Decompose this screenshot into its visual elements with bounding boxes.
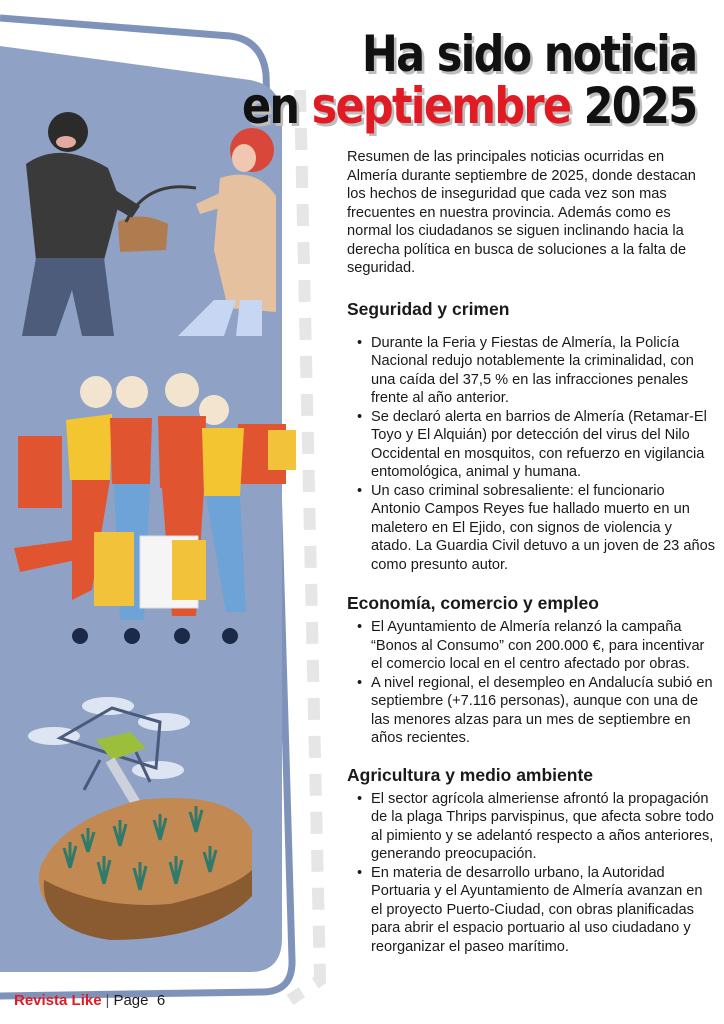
page-footer (14, 992, 165, 1009)
list-item: • A nivel regional, el desempleo en Andalucía subió en septiembre (+7.116 personas), aunque con una de las menores alzas para un mes de septiembre en años recientes. (347, 674, 715, 748)
title-highlight: septiembre (311, 77, 570, 135)
title-line-2 (241, 77, 696, 135)
section-heading-seguridad: Seguridad y crimen (347, 298, 510, 319)
title-line-2-suffix: 2025 (583, 77, 696, 135)
magazine-brand: Revista Like (14, 992, 102, 1009)
list-item: • Un caso criminal sobresaliente: el funcionario Antonio Campos Reyes fue hallado muerto en un maletero en El Ejido, con signos de violencia y atado. La Guardia Civil detuvo a un joven de 23 años como presunto autor. (347, 482, 715, 575)
list-item: • Se declaró alerta en barrios de Almería (Retamar-El Toyo y El Alquián) por detección del virus del Nilo Occidental en mosquitos, con refuerzo en vigilancia entomológica, animal y humana. (347, 408, 715, 482)
title-line-2-prefix: en (241, 77, 298, 135)
section-list-economia (347, 618, 715, 748)
intro-paragraph: Resumen de las principales noticias ocurridas en Almería durante septiembre de 2025, donde destacan los hechos de inseguridad que cada vez son mas frecuentes en nuestra provincia. Además como es normal los ciudadanos se siguen inclinando hacia la derecha política en busca de soluciones a la falta de seguridad. (347, 149, 696, 276)
list-item: • El Ayuntamiento de Almería relanzó la campaña “Bonos al Consumo” con 200.000 €, para incentivar el comercio local en el centro afectado por obras. (347, 618, 715, 674)
list-item: • El sector agrícola almeriense afrontó la propagación de la plaga Thrips parvispinus, que afecta sobre todo al pimiento y se adelantó respecto a años anteriores, generando preocupación. (347, 790, 715, 864)
footer-separator: | (105, 992, 110, 1009)
page-number: 6 (156, 992, 166, 1009)
section-heading-agricultura: Agricultura y medio ambiente (347, 764, 594, 785)
section-heading-economia: Economía, comercio y empleo (347, 593, 599, 613)
page-label: Page (113, 992, 149, 1009)
title-line-1: Ha sido noticia (361, 25, 696, 83)
list-item: • Durante la Feria y Fiestas de Almería, la Policía Nacional redujo notablemente la criminalidad, con una caída del 37,5 % en las infracciones penales frente al año anterior. (347, 334, 715, 408)
page-title (241, 25, 696, 135)
section-list-agricultura (347, 790, 715, 957)
list-item: • En materia de desarrollo urbano, la Autoridad Portuaria y el Ayuntamiento de Almería avanzan en el proyecto Puerto-Ciudad, con obras planificadas para abrir el espacio portuario al uso ciudadano y reorganizar el paseo marítimo. (347, 864, 715, 957)
article-body (347, 148, 715, 956)
section-list-seguridad (347, 334, 715, 575)
